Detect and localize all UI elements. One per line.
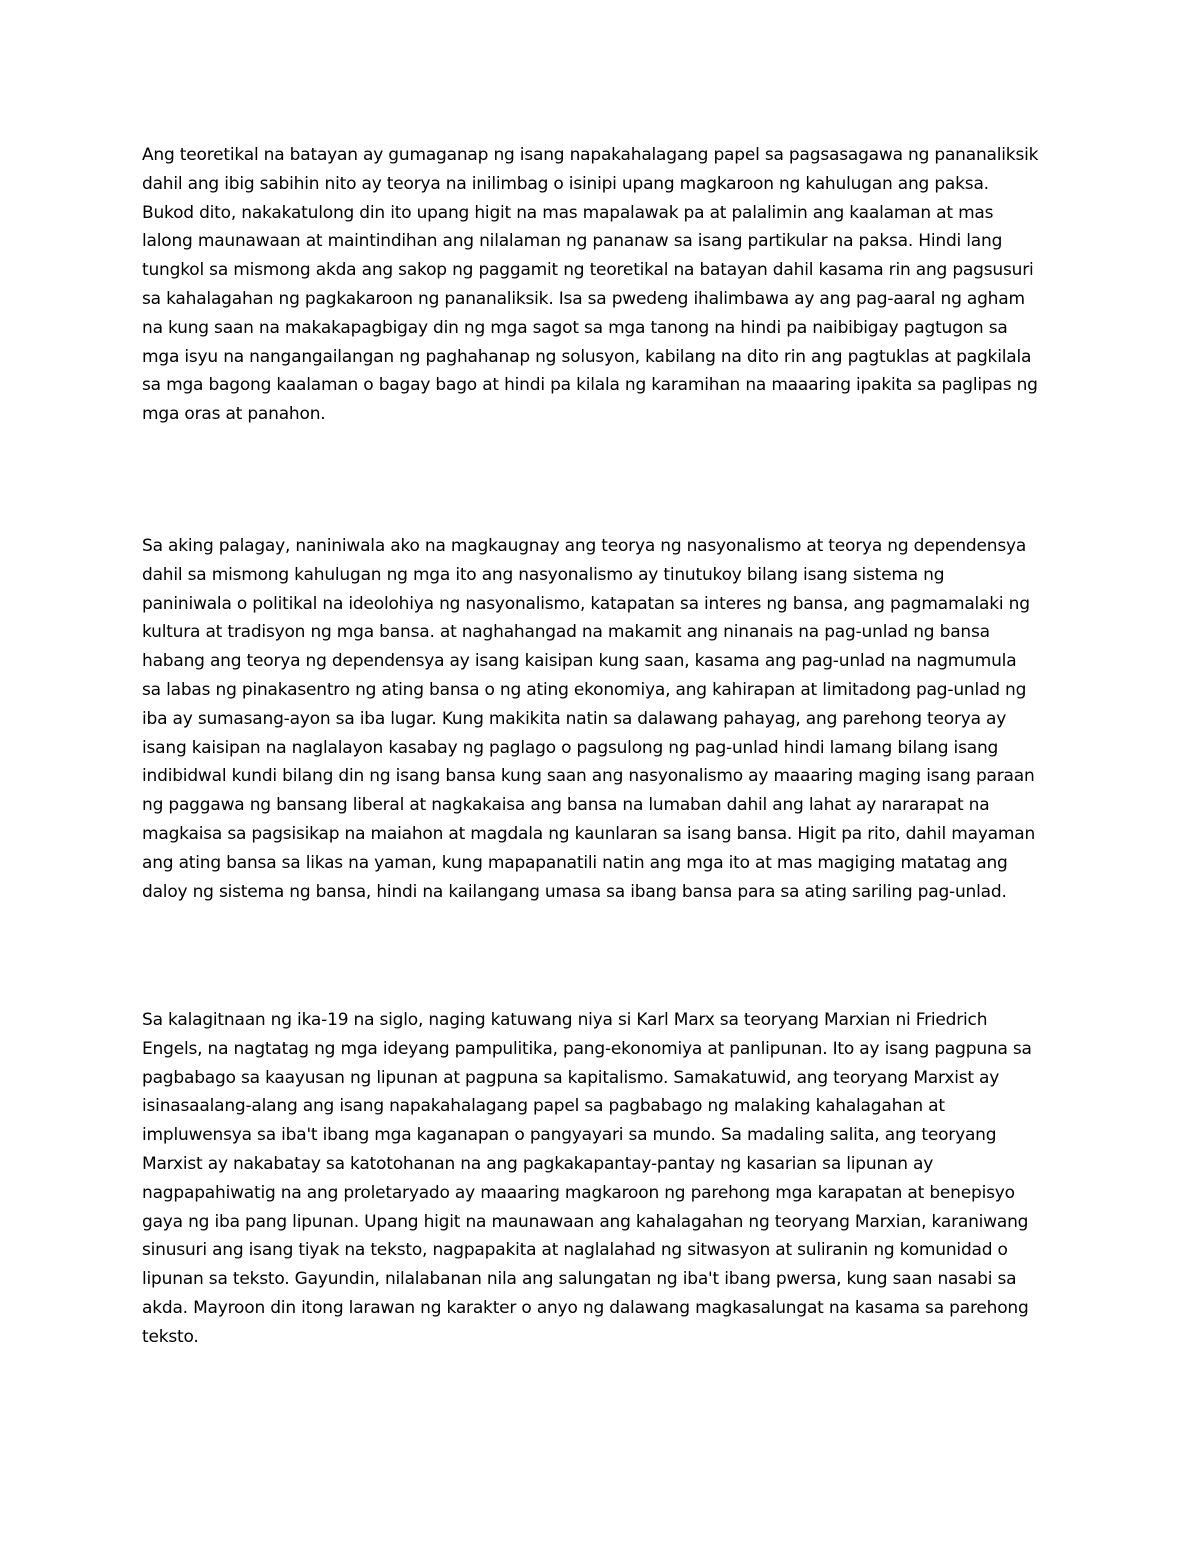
paragraph-nasyonalismo-dependensya: Sa aking palagay, naniniwala ako na magkaugnay ang teorya ng nasyonalismo at teorya ng dependensya dahil sa mismong kahulugan ng mga ito ang nasyonalismo ay tinutukoy bilang isang sistema ng paniniwala o politikal na ideolohiya ng nasyonalismo, katapatan sa interes ng bansa, ang pagmamalaki ng kultura at tradisyon ng mga bansa. at naghahangad na makamit ang ninanais na pag-unlad ng bansa habang ang teorya ng dependensya ay isang kaisipan kung saan, kasama ang pag-unlad na nagmumula sa labas ng pinakasentro ng ating bansa o ng ating ekonomiya, ang kahirapan at limitadong pag-unlad ng iba ay sumasang-ayon sa iba lugar. Kung makikita natin sa dalawang pahayag, ang parehong teorya ay isang kaisipan na naglalayon kasabay ng paglago o pagsulong ng pag-unlad hindi lamang bilang isang indibidwal kundi bilang din ng isang bansa kung saan ang nasyonalismo ay maaaring maging isang paraan ng paggawa ng bansang liberal at nagkakaisa ang bansa na lumaban dahil ang lahat ay nararapat na magkaisa sa pagsisikap na maiahon at magdala ng kaunlaran sa isang bansa. Higit pa rito, dahil mayaman ang ating bansa sa likas na yaman, kung mapapanatili natin ang mga ito at mas magiging matatag ang daloy ng sistema ng bansa, hindi na kailangang umasa sa ibang bansa para sa ating sariling pag-unlad. bbox=[142, 536, 1036, 902]
paragraph-teoretikal-na-batayan: Ang teoretikal na batayan ay gumaganap ng isang napakahalagang papel sa pagsasagawa ng pananaliksik dahil ang ibig sabihin nito ay teorya na inilimbag o isinipi upang magkaroon ng kahulugan ang paksa. Bukod dito, nakakatulong din ito upang higit na mas mapalawak pa at palalimin ang kaalaman at mas lalong maunawaan at maintindihan ang nilalaman ng pananaw sa isang partikular na paksa. Hindi lang tungkol sa mismong akda ang sakop ng paggamit ng teoretikal na batayan dahil kasama rin ang pagsusuri sa kahalagahan ng pagkakaroon ng pananaliksik. Isa sa pwedeng ihalimbawa ay ang pag-aaral ng agham na kung saan na makakapagbigay din ng mga sagot sa mga tanong na hindi pa naibibigay pagtugon sa mga isyu na nangangailangan ng paghahanap ng solusyon, kabilang na dito rin ang pagtuklas at pagkilala sa mga bagong kaalaman o bagay bago at hindi pa kilala ng karamihan na maaaring ipakita sa paglipas ng mga oras at panahon. bbox=[142, 145, 1039, 425]
paragraph-teoryang-marxian: Sa kalagitnaan ng ika-19 na siglo, naging katuwang niya si Karl Marx sa teoryang Marxian ni Friedrich Engels, na nagtatag ng mga ideyang pampulitika, pang-ekonomiya at panlipunan. Ito ay isang pagpuna sa pagbabago sa kaayusan ng lipunan at pagpuna sa kapitalismo. Samakatuwid, ang teoryang Marxist ay isinasaalang-alang ang isang napakahalagang papel sa pagbabago ng malaking kahalagahan at impluwensya sa iba't ibang mga kaganapan o pangyayari sa mundo. Sa madaling salita, ang teoryang Marxist ay nakabatay sa katotohanan na ang pagkakapantay-pantay ng kasarian sa lipunan ay nagpapahiwatig na ang proletaryado ay maaaring magkaroon ng parehong mga karapatan at benepisyo gaya ng iba pang lipunan. Upang higit na maunawaan ang kahalagahan ng teoryang Marxian, karaniwang sinusuri ang isang tiyak na teksto, nagpapakita at naglalahad ng sitwasyon at suliranin ng komunidad o lipunan sa teksto. Gayundin, nilalabanan nila ang salungatan ng iba't ibang pwersa, kung saan nasabi sa akda. Mayroon din itong larawan ng karakter o anyo ng dalawang magkasalungat na kasama sa parehong teksto. bbox=[142, 1010, 1032, 1347]
